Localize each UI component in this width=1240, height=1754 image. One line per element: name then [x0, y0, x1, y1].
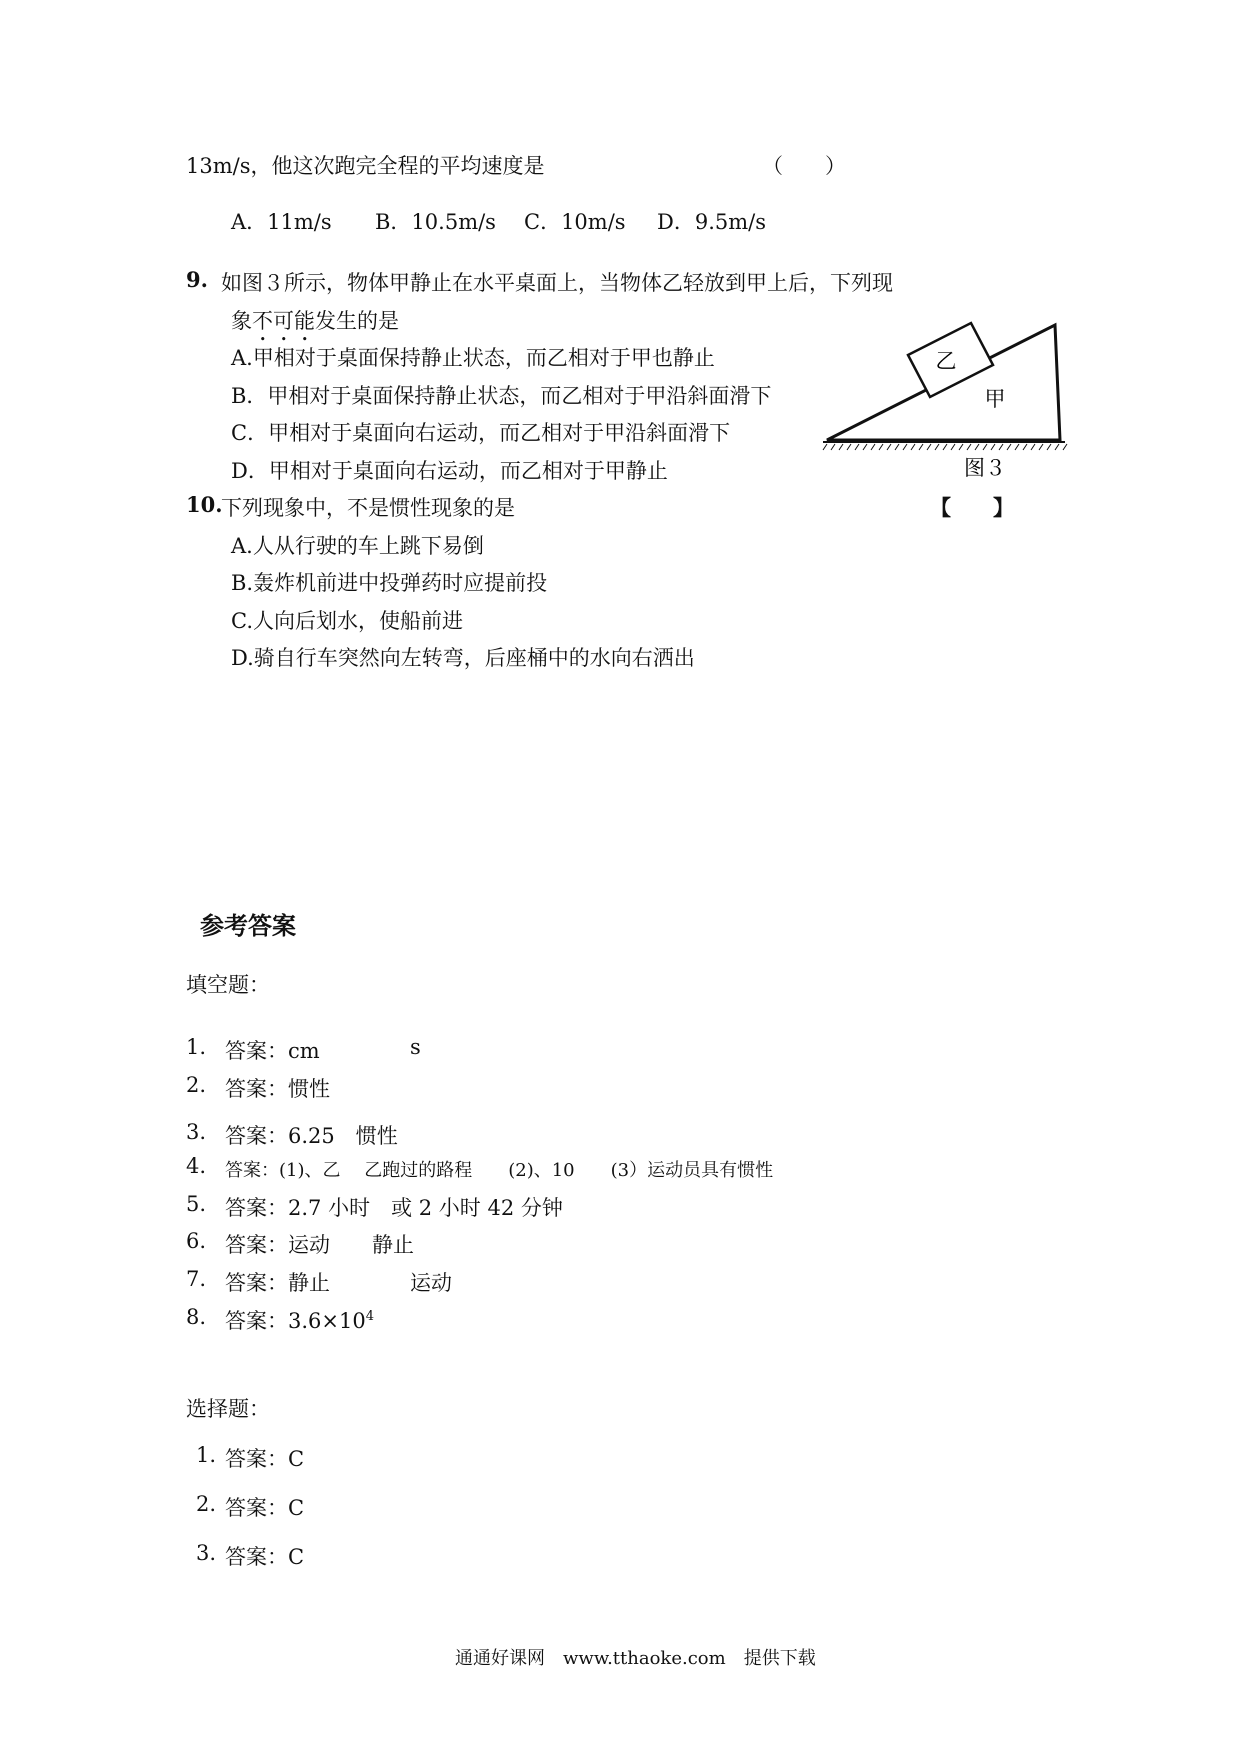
- exponent: 4: [365, 1309, 374, 1324]
- q8-option-c: C．10m/s: [524, 210, 626, 234]
- fill-answer-extra: 运动: [410, 1271, 452, 1295]
- q9-stem-line2: 象不可能发生的是: [231, 309, 399, 333]
- fill-answer-text: 答案：6.25 惯性: [225, 1124, 398, 1148]
- q9-option-d: D．甲相对于桌面向右运动，而乙相对于甲静止: [231, 459, 668, 483]
- choice-answer-text: 答案：C: [225, 1447, 305, 1471]
- choice-answer-text: 答案：C: [225, 1545, 305, 1569]
- q8-answer-bracket: （ ）: [762, 154, 846, 178]
- fill-answer-text: 答案：静止: [225, 1271, 330, 1295]
- table-hatching: [823, 444, 1067, 450]
- choice-heading: 选择题：: [186, 1397, 270, 1421]
- q8-option-a: A．11m/s: [231, 210, 332, 234]
- fill-answer-num: 6.: [186, 1229, 207, 1253]
- fill-answer-num: 8.: [186, 1305, 207, 1329]
- block-label: 乙: [935, 349, 957, 373]
- q10-number: 10.: [186, 492, 223, 517]
- q10-stem: 下列现象中，不是惯性现象的是: [221, 496, 515, 520]
- q10-option-c: C.人向后划水，使船前进: [231, 609, 463, 633]
- q8-option-b: B．10.5m/s: [375, 210, 496, 234]
- fill-answer-text: 答案：运动 静止: [225, 1233, 414, 1257]
- fill-answer-num: 5.: [186, 1192, 207, 1216]
- choice-answer-num: 3.: [196, 1541, 217, 1565]
- wedge-label: 甲: [984, 387, 1006, 411]
- fill-answer-text: 答案：(1)、乙 乙跑过的路程 (2)、10 (3）运动员具有惯性: [225, 1160, 774, 1181]
- answers-heading: 参考答案: [200, 911, 296, 940]
- fill-answer-num: 2.: [186, 1073, 207, 1097]
- fill-in-heading: 填空题：: [186, 973, 270, 997]
- q10-option-d: D.骑自行车突然向左转弯，后座桶中的水向右洒出: [231, 646, 695, 670]
- q8-stem: 13m/s，他这次跑完全程的平均速度是: [186, 154, 545, 178]
- fill-answer-num: 3.: [186, 1120, 207, 1144]
- q10-option-a: A.人从行驶的车上跳下易倒: [231, 534, 484, 558]
- choice-answer-num: 1.: [196, 1443, 217, 1467]
- page-footer: 通通好课网 www.tthaoke.com 提供下载: [455, 1648, 816, 1669]
- q10-answer-bracket: 【 】: [930, 495, 1014, 520]
- q9-emphasis: 不可能: [252, 309, 315, 333]
- q8-option-d: D．9.5m/s: [657, 210, 766, 234]
- fill-answer-text: 答案：惯性: [225, 1077, 330, 1101]
- fill-answer-num: 1.: [186, 1035, 207, 1059]
- fill-answer-text: 答案：cm: [225, 1039, 320, 1063]
- q9-option-b: B．甲相对于桌面保持静止状态，而乙相对于甲沿斜面滑下: [231, 384, 772, 408]
- q9-option-a: A.甲相对于桌面保持静止状态，而乙相对于甲也静止: [231, 346, 715, 370]
- q9-option-c: C．甲相对于桌面向右运动，而乙相对于甲沿斜面滑下: [231, 421, 731, 445]
- choice-answer-text: 答案：C: [225, 1496, 305, 1520]
- q10-option-b: B.轰炸机前进中投弹药时应提前投: [231, 571, 548, 595]
- choice-answer-num: 2.: [196, 1492, 217, 1516]
- fill-answer-text: 答案：2.7 小时 或 2 小时 42 分钟: [225, 1196, 563, 1220]
- q9-stem-line1: 如图３所示，物体甲静止在水平桌面上，当物体乙轻放到甲上后，下列现: [221, 271, 893, 295]
- fill-answer-extra: s: [410, 1035, 421, 1059]
- fill-answer-text: 答案：$3.6\times 10^4$: [225, 1309, 374, 1333]
- figure-3-incline-diagram: [815, 310, 1080, 485]
- fill-answer-num: 4.: [186, 1154, 207, 1178]
- figure-caption: 图３: [964, 456, 1006, 480]
- q9-number: 9.: [186, 267, 208, 292]
- fill-answer-num: 7.: [186, 1267, 207, 1291]
